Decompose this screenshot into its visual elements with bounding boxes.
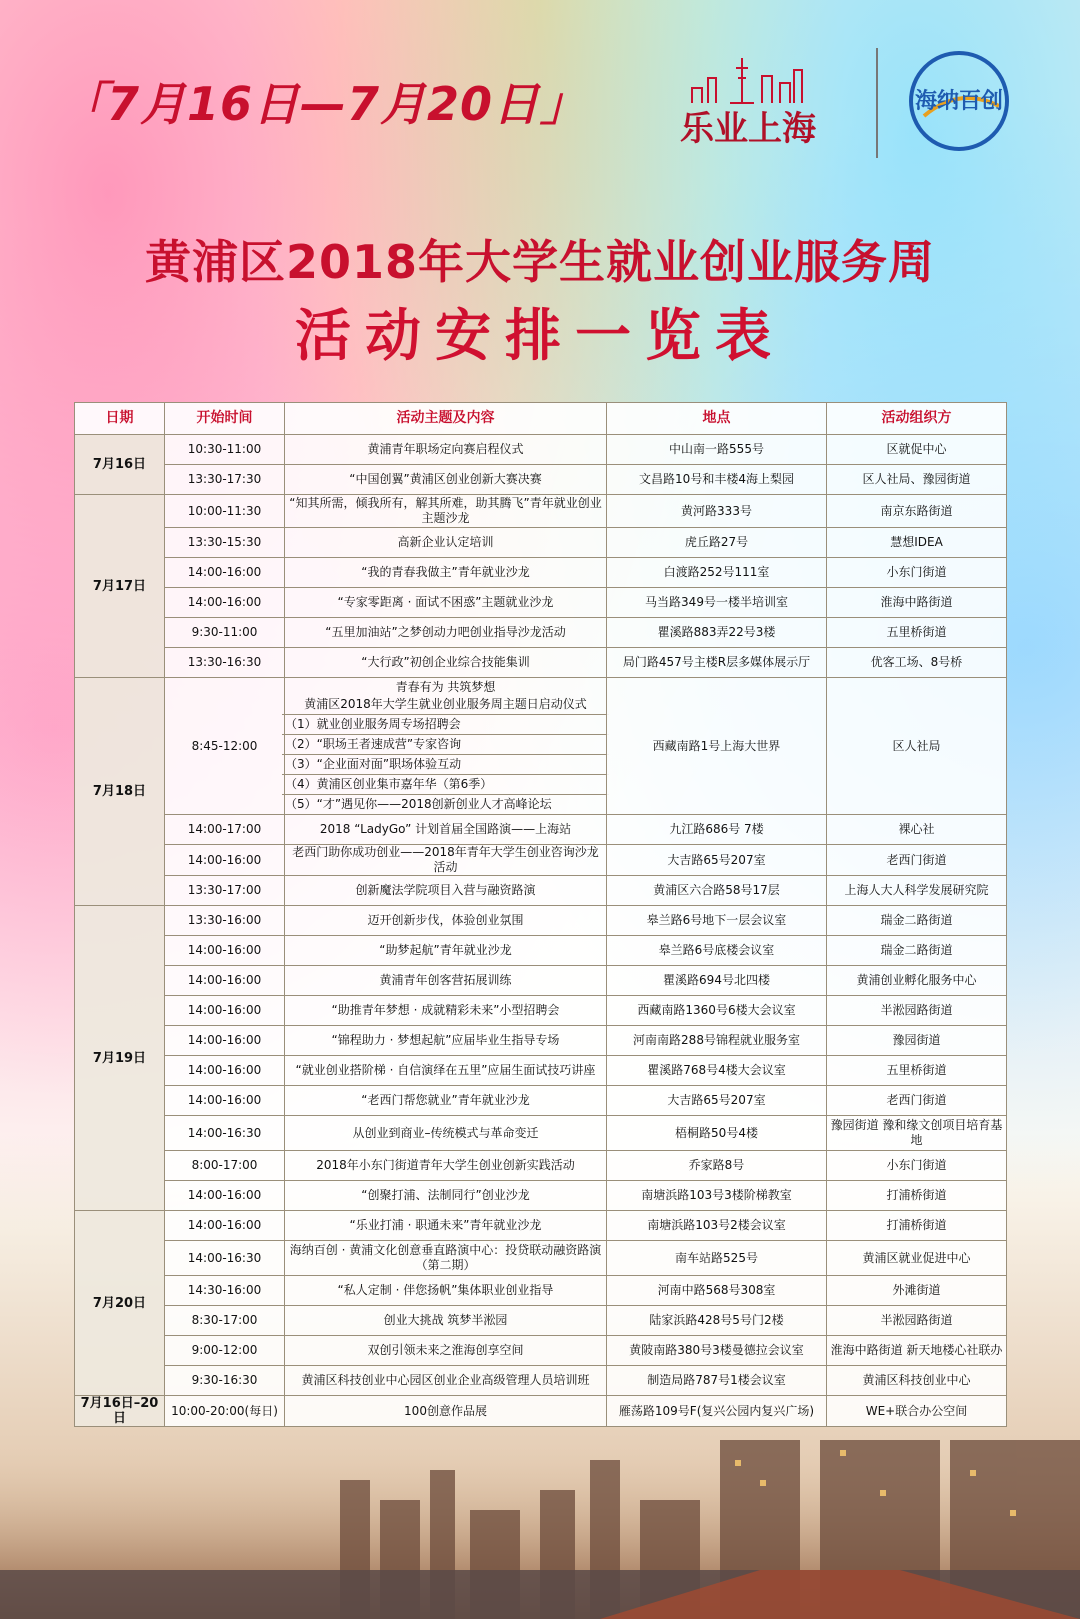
launch-sub-item: （3）“企业面对面”职场体验互动 xyxy=(282,754,609,774)
table-row xyxy=(75,618,1007,648)
topic-cell: 迈开创新步伐，体验创业氛围 xyxy=(285,906,607,936)
launch-heading-2: 黄浦区2018年大学生就业创业服务周主题日启动仪式 xyxy=(304,697,587,711)
place-cell: 虎丘路27号 xyxy=(607,528,827,558)
topic-cell: “就业创业搭阶梯 · 自信演绎在五里”应届生面试技巧讲座 xyxy=(285,1056,607,1086)
header-topic: 活动主题及内容 xyxy=(285,403,607,435)
organizer-cell: 淮海中路街道 新天地楼心社联办 xyxy=(827,1336,1007,1366)
table-row xyxy=(75,1056,1007,1086)
time-cell: 14:00-16:00 xyxy=(165,588,285,618)
time-cell: 8:00-17:00 xyxy=(165,1151,285,1181)
table-row xyxy=(75,495,1007,528)
organizer-cell: 外滩街道 xyxy=(827,1276,1007,1306)
time-cell: 14:00-16:00 xyxy=(165,1211,285,1241)
organizer-cell: WE+联合办公空间 xyxy=(827,1396,1007,1427)
topic-cell: 黄浦青年职场定向赛启程仪式 xyxy=(285,435,607,465)
time-cell: 14:00-16:00 xyxy=(165,1086,285,1116)
topic-cell: 创新魔法学院项目入营与融资路演 xyxy=(285,876,607,906)
time-cell: 14:00-16:00 xyxy=(165,1026,285,1056)
table-row xyxy=(75,1181,1007,1211)
topic-cell: “知其所需，倾我所有，解其所难，助其腾飞”青年就业创业主题沙龙 xyxy=(285,495,607,528)
page-subtitle: 活动安排一览表 xyxy=(295,304,785,369)
time-cell: 13:30-15:30 xyxy=(165,528,285,558)
organizer-cell: 黄浦区就业促进中心 xyxy=(827,1241,1007,1276)
topic-cell: 高新企业认定培训 xyxy=(285,528,607,558)
place-cell: 黄浦区六合路58号17层 xyxy=(607,876,827,906)
launch-sub-item: （5）“才”遇见你——2018创新创业人才高峰论坛 xyxy=(282,794,609,814)
city-skyline-illustration xyxy=(0,1440,1080,1619)
place-cell: 大吉路65号207室 xyxy=(607,845,827,876)
time-cell: 13:30-17:30 xyxy=(165,465,285,495)
organizer-cell: 南京东路街道 xyxy=(827,495,1007,528)
topic-cell: “创聚打浦、法制同行”创业沙龙 xyxy=(285,1181,607,1211)
place-cell: 陆家浜路428号5号门2楼 xyxy=(607,1306,827,1336)
table-header-row xyxy=(75,403,1007,435)
time-cell: 14:00-16:00 xyxy=(165,558,285,588)
topic-cell: 黄浦青年创客营拓展训练 xyxy=(285,966,607,996)
table-row xyxy=(75,936,1007,966)
topic-cell: 从创业到商业–传统模式与革命变迁 xyxy=(285,1116,607,1151)
time-cell: 13:30-16:00 xyxy=(165,906,285,936)
place-cell: 瞿溪路768号4楼大会议室 xyxy=(607,1056,827,1086)
time-cell: 14:00-16:00 xyxy=(165,996,285,1026)
time-cell: 10:00-11:30 xyxy=(165,495,285,528)
topic-cell: 海纳百创 · 黄浦文化创意垂直路演中心：投贷联动融资路演（第二期） xyxy=(285,1241,607,1276)
table-row xyxy=(75,876,1007,906)
table-row xyxy=(75,906,1007,936)
organizer-cell: 瑞金二路街道 xyxy=(827,936,1007,966)
header-date: 日期 xyxy=(75,403,165,435)
time-cell: 14:00-16:00 xyxy=(165,845,285,876)
topic-cell: 2018年小东门街道青年大学生创业创新实践活动 xyxy=(285,1151,607,1181)
table-row xyxy=(75,845,1007,876)
launch-sub-item: （1）就业创业服务周专场招聘会 xyxy=(282,714,609,734)
topic-cell: “老西门帮您就业”青年就业沙龙 xyxy=(285,1086,607,1116)
logo-divider xyxy=(876,48,878,158)
table-row xyxy=(75,1151,1007,1181)
table-row xyxy=(75,435,1007,465)
organizer-cell: 淮海中路街道 xyxy=(827,588,1007,618)
logo2-text: 海纳百创 xyxy=(914,88,1004,114)
time-cell: 13:30-17:00 xyxy=(165,876,285,906)
place-cell: 皋兰路6号地下一层会议室 xyxy=(607,906,827,936)
date-cell: 7月17日 xyxy=(75,495,165,678)
date-cell: 7月18日 xyxy=(75,678,165,906)
topic-cell: 老西门助你成功创业——2018年青年大学生创业咨询沙龙活动 xyxy=(285,845,607,876)
place-cell: 黄陂南路380号3楼曼德拉会议室 xyxy=(607,1336,827,1366)
place-cell: 河南南路288号锦程就业服务室 xyxy=(607,1026,827,1056)
organizer-cell: 五里桥街道 xyxy=(827,618,1007,648)
table-row xyxy=(75,558,1007,588)
date-cell: 7月20日 xyxy=(75,1211,165,1396)
time-cell: 9:30-11:00 xyxy=(165,618,285,648)
table-row xyxy=(75,1086,1007,1116)
organizer-cell: 区人社局 xyxy=(827,678,1007,815)
table-row xyxy=(75,1211,1007,1241)
table-row xyxy=(75,996,1007,1026)
place-cell: 马当路349号一楼半培训室 xyxy=(607,588,827,618)
organizer-cell: 五里桥街道 xyxy=(827,1056,1007,1086)
date-cell: 7月19日 xyxy=(75,906,165,1211)
logo1-text: 乐业上海 xyxy=(680,109,816,148)
time-cell: 14:00-16:30 xyxy=(165,1241,285,1276)
header-place: 地点 xyxy=(607,403,827,435)
table-row xyxy=(75,678,1007,815)
table-row xyxy=(75,1366,1007,1396)
place-cell: 南车站路525号 xyxy=(607,1241,827,1276)
place-cell: 西藏南路1号上海大世界 xyxy=(607,678,827,815)
place-cell: 白渡路252号111室 xyxy=(607,558,827,588)
table-row xyxy=(75,1026,1007,1056)
organizer-cell: 豫园街道 豫和缘文创项目培育基地 xyxy=(827,1116,1007,1151)
place-cell: 瞿溪路883弄22号3楼 xyxy=(607,618,827,648)
place-cell: 南塘浜路103号3楼阶梯教室 xyxy=(607,1181,827,1211)
organizer-cell: 打浦桥街道 xyxy=(827,1181,1007,1211)
topic-cell: 双创引领未来之淮海创享空间 xyxy=(285,1336,607,1366)
topic-cell-launch xyxy=(285,678,607,815)
organizer-cell: 半淞园路街道 xyxy=(827,996,1007,1026)
schedule-table xyxy=(74,402,1007,1427)
place-cell: 制造局路787号1楼会议室 xyxy=(607,1366,827,1396)
organizer-cell: 黄浦区科技创业中心 xyxy=(827,1366,1007,1396)
topic-cell: “我的青春我做主”青年就业沙龙 xyxy=(285,558,607,588)
time-cell: 8:30-17:00 xyxy=(165,1306,285,1336)
place-cell: 梧桐路50号4楼 xyxy=(607,1116,827,1151)
launch-sub-item: （4）黄浦区创业集市嘉年华（第6季） xyxy=(282,774,609,794)
organizer-cell: 瑞金二路街道 xyxy=(827,906,1007,936)
time-cell: 14:00-16:00 xyxy=(165,936,285,966)
organizer-cell: 半淞园路街道 xyxy=(827,1306,1007,1336)
place-cell: 瞿溪路694号北四楼 xyxy=(607,966,827,996)
organizer-cell: 豫园街道 xyxy=(827,1026,1007,1056)
organizer-cell: 黄浦创业孵化服务中心 xyxy=(827,966,1007,996)
table-row xyxy=(75,1276,1007,1306)
header-time: 开始时间 xyxy=(165,403,285,435)
time-cell: 9:30-16:30 xyxy=(165,1366,285,1396)
time-cell: 10:00-20:00(每日) xyxy=(165,1396,285,1427)
table-row xyxy=(75,966,1007,996)
organizer-cell: 小东门街道 xyxy=(827,1151,1007,1181)
time-cell: 8:45-12:00 xyxy=(165,678,285,815)
table-row xyxy=(75,1116,1007,1151)
table-row xyxy=(75,815,1007,845)
launch-sub-item: （2）“职场王者速成营”专家咨询 xyxy=(282,734,609,754)
topic-cell: “乐业打浦 · 职通未来”青年就业沙龙 xyxy=(285,1211,607,1241)
time-cell: 14:00-16:30 xyxy=(165,1116,285,1151)
topic-cell: 2018 “LadyGo” 计划首届全国路演——上海站 xyxy=(285,815,607,845)
header-organizer: 活动组织方 xyxy=(827,403,1007,435)
place-cell: 皋兰路6号底楼会议室 xyxy=(607,936,827,966)
table-row xyxy=(75,1241,1007,1276)
date-cell: 7月16日–20日 xyxy=(75,1396,165,1427)
place-cell: 文昌路10号和丰楼4海上梨园 xyxy=(607,465,827,495)
launch-heading-1: 青春有为 共筑梦想 xyxy=(395,680,496,694)
time-cell: 14:30-16:00 xyxy=(165,1276,285,1306)
place-cell: 南塘浜路103号2楼会议室 xyxy=(607,1211,827,1241)
time-cell: 13:30-16:30 xyxy=(165,648,285,678)
time-cell: 14:00-16:00 xyxy=(165,966,285,996)
topic-cell: “专家零距离 · 面试不困惑”主题就业沙龙 xyxy=(285,588,607,618)
topic-cell: 黄浦区科技创业中心园区创业企业高级管理人员培训班 xyxy=(285,1366,607,1396)
time-cell: 9:00-12:00 xyxy=(165,1336,285,1366)
organizer-cell: 老西门街道 xyxy=(827,1086,1007,1116)
time-cell: 14:00-16:00 xyxy=(165,1056,285,1086)
topic-cell: “中国创翼”黄浦区创业创新大赛决赛 xyxy=(285,465,607,495)
time-cell: 10:30-11:00 xyxy=(165,435,285,465)
topic-cell: 创业大挑战 筑梦半淞园 xyxy=(285,1306,607,1336)
topic-cell: 100创意作品展 xyxy=(285,1396,607,1427)
table-row xyxy=(75,465,1007,495)
organizer-cell: 区就促中心 xyxy=(827,435,1007,465)
time-cell: 14:00-17:00 xyxy=(165,815,285,845)
date-cell: 7月16日 xyxy=(75,435,165,495)
topic-cell: “五里加油站”之梦创动力吧创业指导沙龙活动 xyxy=(285,618,607,648)
place-cell: 雁荡路109号F(复兴公园内复兴广场) xyxy=(607,1396,827,1427)
topic-cell: “大行政”初创企业综合技能集训 xyxy=(285,648,607,678)
place-cell: 局门路457号主楼R层多媒体展示厅 xyxy=(607,648,827,678)
table-row xyxy=(75,1336,1007,1366)
organizer-cell: 区人社局、豫园街道 xyxy=(827,465,1007,495)
organizer-cell: 打浦桥街道 xyxy=(827,1211,1007,1241)
time-cell: 14:00-16:00 xyxy=(165,1181,285,1211)
place-cell: 中山南一路555号 xyxy=(607,435,827,465)
place-cell: 黄河路333号 xyxy=(607,495,827,528)
date-range: 「7月16日—7月20日」 xyxy=(60,77,588,131)
table-row xyxy=(75,1306,1007,1336)
place-cell: 河南中路568号308室 xyxy=(607,1276,827,1306)
place-cell: 乔家路8号 xyxy=(607,1151,827,1181)
organizer-cell: 慧想IDEA xyxy=(827,528,1007,558)
page-title: 黄浦区2018年大学生就业创业服务周 xyxy=(144,235,936,289)
organizer-cell: 上海人大人科学发展研究院 xyxy=(827,876,1007,906)
lejie-shanghai-logo xyxy=(672,48,852,148)
topic-cell: “锦程助力 · 梦想起航”应届毕业生指导专场 xyxy=(285,1026,607,1056)
table-row xyxy=(75,528,1007,558)
haina-baichuang-logo xyxy=(904,46,1014,156)
topic-cell: “私人定制 · 伴您扬帆”集体职业创业指导 xyxy=(285,1276,607,1306)
organizer-cell: 小东门街道 xyxy=(827,558,1007,588)
place-cell: 西藏南路1360号6楼大会议室 xyxy=(607,996,827,1026)
table-row xyxy=(75,588,1007,618)
organizer-cell: 老西门街道 xyxy=(827,845,1007,876)
table-row xyxy=(75,648,1007,678)
topic-cell: “助梦起航”青年就业沙龙 xyxy=(285,936,607,966)
place-cell: 大吉路65号207室 xyxy=(607,1086,827,1116)
topic-cell: “助推青年梦想 · 成就精彩未来”小型招聘会 xyxy=(285,996,607,1026)
table-row xyxy=(75,1396,1007,1427)
organizer-cell: 裸心社 xyxy=(827,815,1007,845)
place-cell: 九江路686号 7楼 xyxy=(607,815,827,845)
organizer-cell: 优客工场、8号桥 xyxy=(827,648,1007,678)
